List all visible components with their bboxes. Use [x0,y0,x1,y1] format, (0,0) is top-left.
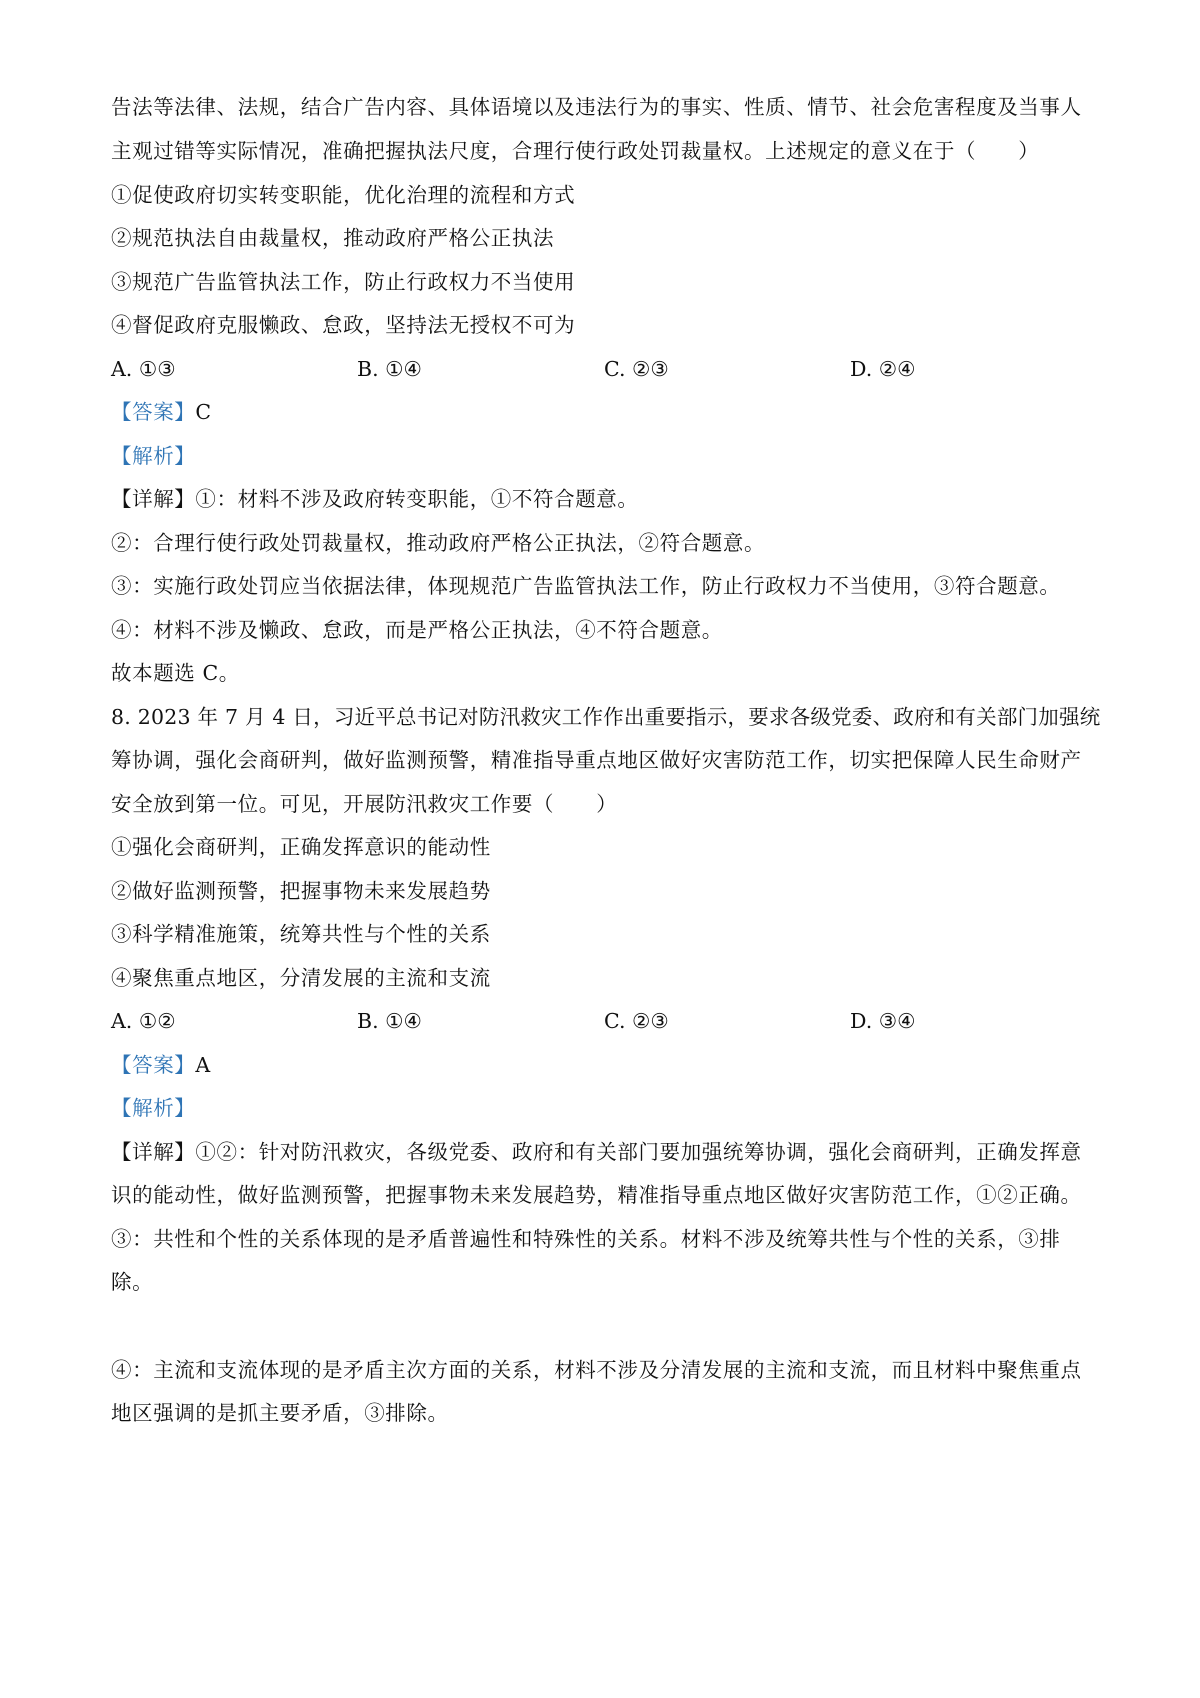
q8-stem-line-1: 8. 2023 年 7 月 4 日，习近平总书记对防汛救灾工作作出重要指示，要求各级党委、政府和有关部门加强统 [111,705,1101,729]
q7-detail-2: ②：合理行使行政处罚裁量权，推动政府严格公正执法，②符合题意。 [111,531,766,555]
q7-analysis-tag: 【解析】 [111,444,196,468]
q8-item-4: ④聚焦重点地区，分清发展的主流和支流 [111,966,491,990]
q8-detail-6: 地区强调的是抓主要矛盾，③排除。 [111,1401,449,1425]
q7-item-1: ①促使政府切实转变职能，优化治理的流程和方式 [111,183,576,207]
q7-option-d: D. ②④ [850,357,916,381]
q8-option-a: A. ①② [111,1009,176,1033]
q8-option-d: D. ③④ [850,1009,916,1033]
q7-stem-line-2: 主观过错等实际情况，准确把握执法尺度，合理行使行政处罚裁量权。上述规定的意义在于（ ） [111,139,1040,163]
q8-answer [111,1051,211,1079]
q7-item-4: ④督促政府克服懒政、怠政，坚持法无授权不可为 [111,313,576,337]
q7-answer-tag: 【答案】 [111,400,196,424]
q8-item-2: ②做好监测预警，把握事物未来发展趋势 [111,879,491,903]
q7-detail-3: ③：实施行政处罚应当依据法律，体现规范广告监管执法工作，防止行政权力不当使用，③符合题意。 [111,574,1061,598]
q8-detail-4: 除。 [111,1270,154,1294]
q8-stem-line-3: 安全放到第一位。可见，开展防汛救灾工作要（ ） [111,792,618,816]
q7-answer [111,398,212,426]
q7-detail-1: 【详解】①：材料不涉及政府转变职能，①不符合题意。 [111,487,639,511]
q8-detail-5: ④：主流和支流体现的是矛盾主次方面的关系，材料不涉及分清发展的主流和支流，而且材料中聚焦重点 [111,1358,1082,1382]
q8-detail-3: ③：共性和个性的关系体现的是矛盾普遍性和特殊性的关系。材料不涉及统筹共性与个性的关系，③排 [111,1227,1061,1251]
q7-conclusion: 故本题选 C。 [111,661,240,685]
q8-answer-value: A [195,1053,211,1077]
q8-stem-line-2: 筹协调，强化会商研判，做好监测预警，精准指导重点地区做好灾害防范工作，切实把保障人民生命财产 [111,748,1082,772]
q7-item-2: ②规范执法自由裁量权，推动政府严格公正执法 [111,226,555,250]
q8-answer-tag: 【答案】 [111,1053,196,1077]
q8-item-3: ③科学精准施策，统筹共性与个性的关系 [111,922,491,946]
q8-analysis-tag: 【解析】 [111,1096,196,1120]
q7-stem-line-1: 告法等法律、法规，结合广告内容、具体语境以及违法行为的事实、性质、情节、社会危害程度及当事人 [111,95,1082,119]
q7-option-b: B. ①④ [357,357,422,381]
q8-detail-2: 识的能动性，做好监测预警，把握事物未来发展趋势，精准指导重点地区做好灾害防范工作，①②正确。 [111,1183,1082,1207]
q7-answer-value: C [195,400,212,424]
q7-detail-4: ④：材料不涉及懒政、怠政，而是严格公正执法，④不符合题意。 [111,618,723,642]
q7-option-a: A. ①③ [111,357,176,381]
q8-detail-1: 【详解】①②：针对防汛救灾，各级党委、政府和有关部门要加强统筹协调，强化会商研判，正确发挥意 [111,1140,1082,1164]
q7-item-3: ③规范广告监管执法工作，防止行政权力不当使用 [111,270,576,294]
q7-option-c: C. ②③ [604,357,669,381]
q8-option-c: C. ②③ [604,1009,669,1033]
q8-item-1: ①强化会商研判，正确发挥意识的能动性 [111,835,491,859]
q8-option-b: B. ①④ [357,1009,422,1033]
